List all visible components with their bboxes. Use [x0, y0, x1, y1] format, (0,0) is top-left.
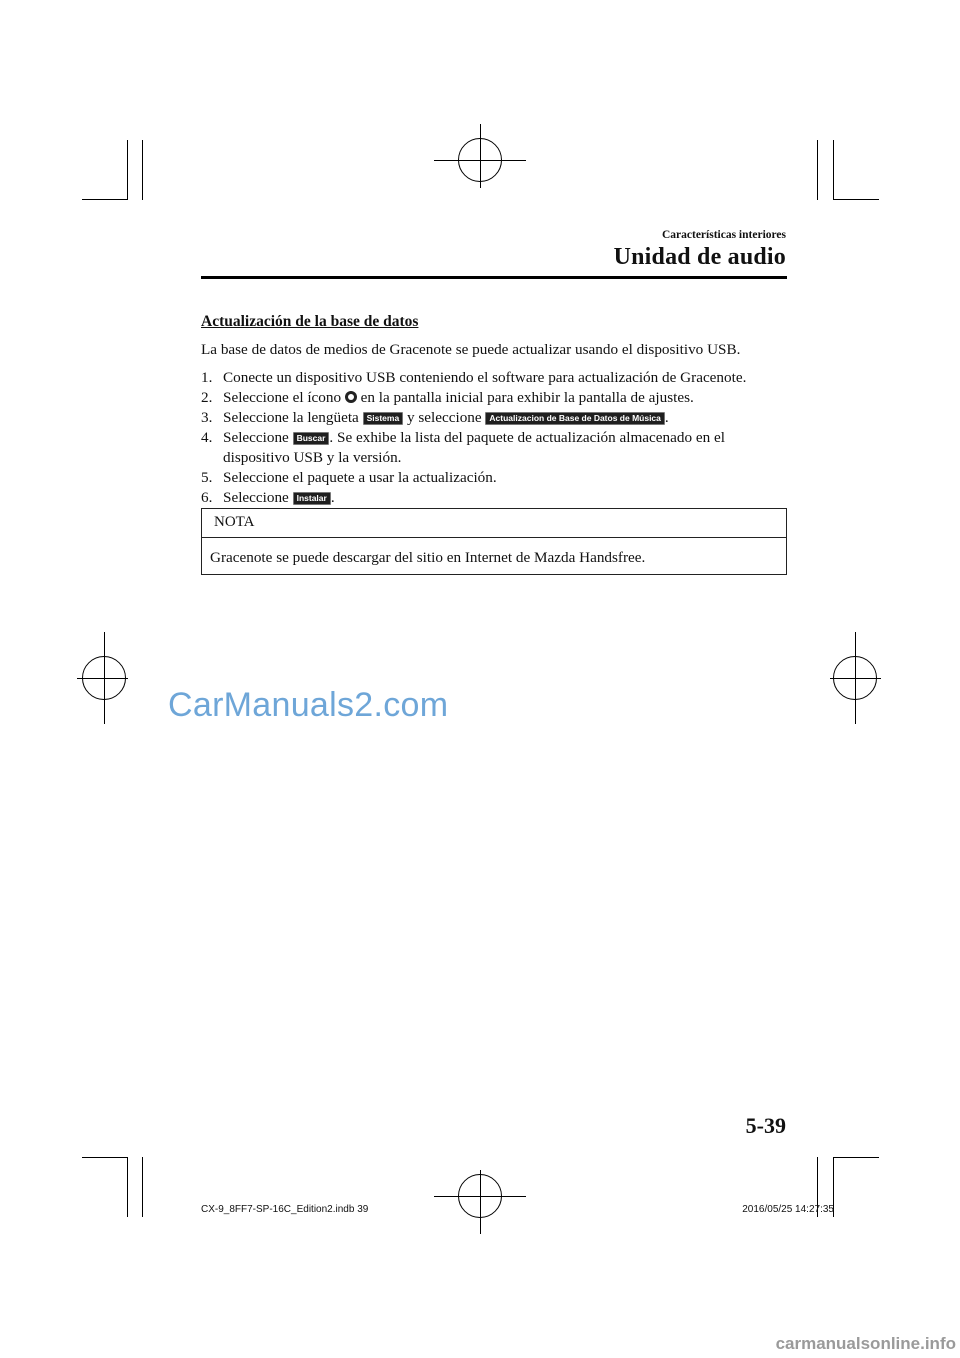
list-item: 3. Seleccione la lengüeta Sistema y seleccione Actualizacion de Base de Datos de Música . — [201, 409, 669, 426]
section-title: Actualización de la base de datos — [201, 313, 419, 330]
list-item: 4. Seleccione Buscar . Se exhibe la lista del paquete de actualización almacenado en el dispositivo USB y la versión. — [201, 429, 725, 466]
sistema-tab-button: Sistema — [363, 412, 404, 425]
list-item: 1. Conecte un dispositivo USB conteniendo el software para actualización de Gracenote. — [201, 369, 747, 386]
page-number: 5-39 — [745, 1113, 786, 1138]
carmanuals-watermark: CarManuals2.com — [168, 686, 449, 724]
intro-paragraph: La base de datos de medios de Gracenote se puede actualizar usando el dispositivo USB. — [201, 341, 741, 358]
note-header — [202, 509, 786, 538]
gear-icon — [345, 391, 357, 403]
music-db-update-button: Actualizacion de Base de Datos de Música — [485, 412, 664, 425]
header-rule — [201, 276, 787, 279]
instalar-button: Instalar — [293, 492, 331, 505]
footer-timestamp: 2016/05/25 14:27:35 — [742, 1204, 834, 1215]
note-title: NOTA — [214, 514, 255, 530]
page-title: Unidad de audio — [613, 244, 786, 270]
list-item: 2. Seleccione el ícono en la pantalla inicial para exhibir la pantalla de ajustes. — [201, 389, 694, 406]
buscar-button: Buscar — [293, 432, 330, 445]
footer-file: CX-9_8FF7-SP-16C_Edition2.indb 39 — [201, 1204, 369, 1215]
main-content — [201, 312, 787, 508]
steps-list — [201, 368, 787, 508]
note-text: Gracenote se puede descargar del sitio en Internet de Mazda Handsfree. — [210, 549, 646, 566]
site-watermark: carmanualsonline.info — [775, 1334, 956, 1353]
note-box — [201, 508, 787, 575]
list-item: 6. Seleccione Instalar . — [201, 489, 335, 506]
list-item: 5. Seleccione el paquete a usar la actualización. — [201, 469, 497, 486]
chapter-label: Características interiores — [661, 229, 786, 241]
